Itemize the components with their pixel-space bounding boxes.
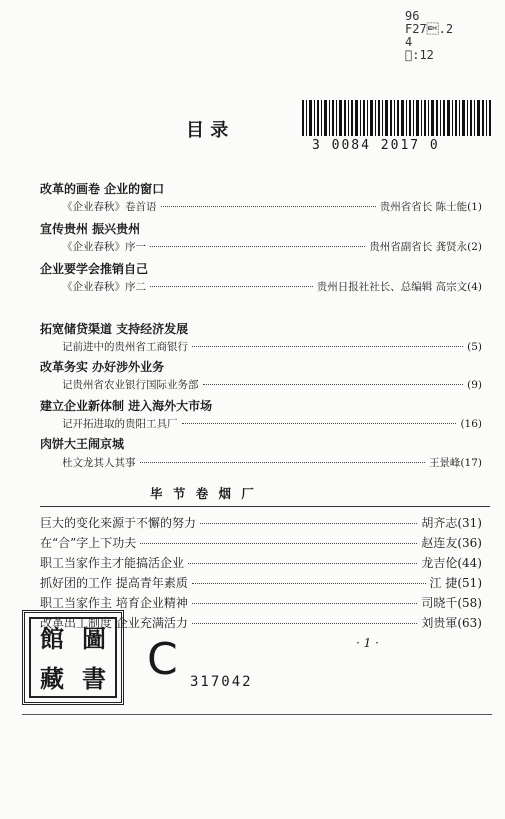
section-title: 毕 节 卷 烟 厂 (150, 486, 257, 501)
call-number-line3: 4 (405, 35, 413, 49)
dot-leader (150, 246, 365, 247)
dot-leader (182, 423, 457, 424)
toc-subline (62, 279, 482, 294)
toc-entry-author: 司晓千(58) (421, 596, 482, 610)
toc-subline (62, 199, 482, 214)
stamp-char: 書 (82, 664, 106, 693)
toc-subline (62, 455, 482, 470)
dot-leader (192, 623, 418, 624)
library-stamp (22, 610, 124, 705)
toc-heading: 企业要学会推销自己 (40, 262, 149, 276)
dot-leader (140, 543, 417, 544)
stamp-char: 館 (40, 624, 64, 653)
dot-leader (192, 603, 418, 604)
toc-entry (40, 574, 482, 591)
toc-sub-text: 《企业春秋》卷首语 (62, 201, 157, 213)
toc-heading: 改革的画卷 企业的窗口 (40, 182, 165, 196)
dot-leader (203, 384, 464, 385)
toc-heading: 拓宽储贷渠道 支持经济发展 (40, 322, 189, 336)
dot-leader (150, 286, 313, 287)
toc-subline (62, 339, 482, 354)
toc-author: 贵州省省长 陈士能(1) (379, 201, 482, 213)
toc-entry-author: 江 捷(51) (429, 576, 482, 590)
dot-leader (161, 206, 376, 207)
toc-sub-text: 《企业春秋》序一 (62, 241, 146, 253)
toc-entry-author: 龙吉伦(44) (421, 556, 482, 570)
toc-sub-text: 记贵州省农业银行国际业务部 (62, 379, 199, 391)
page-number: · 1 · (356, 636, 379, 650)
toc-sub-text: 杜文龙其人其事 (62, 457, 136, 469)
bottom-divider (22, 714, 492, 715)
toc-page: (16) (460, 418, 482, 430)
toc-entry-title: 在“合”字上下功夫 (40, 536, 137, 550)
toc-subline (62, 416, 482, 431)
toc-entry-author: 赵连友(36) (421, 536, 482, 550)
barcode-number: 3 0084 2017 0 (312, 138, 440, 153)
accession-number: 317042 (190, 674, 253, 690)
toc-entry (40, 594, 482, 611)
toc-heading: 改革务实 办好涉外业务 (40, 360, 165, 374)
page-title: 目 录 (186, 120, 229, 141)
toc-entry-title: 职工当家作主才能搞活企业 (40, 556, 185, 570)
toc-entry-title: 职工当家作主 培育企业精神 (40, 596, 188, 610)
dot-leader (140, 462, 425, 463)
toc-heading: 宣传贵州 振兴贵州 (40, 222, 141, 236)
toc-page: (5) (467, 341, 482, 353)
dot-leader (188, 563, 417, 564)
call-number-line2: F27.2 (405, 22, 454, 36)
barcode (302, 100, 492, 142)
toc-heading: 肉饼大王闹京城 (40, 437, 125, 451)
dot-leader (192, 346, 463, 347)
stamp-char: 藏 (40, 664, 64, 693)
toc-heading: 建立企业新体制 进入海外大市场 (40, 399, 213, 413)
toc-subline (62, 377, 482, 392)
toc-author: 贵州日报社社长、总编辑 高宗文(4) (316, 281, 482, 293)
toc-entry-title: 改革出工制度 企业充满活力 (40, 616, 188, 630)
toc-page: 王景峰(17) (428, 457, 482, 469)
stamp-char: 圖 (82, 624, 106, 653)
toc-entry (40, 534, 482, 551)
toc-entry-title: 抓好团的工作 提高青年素质 (40, 576, 188, 590)
toc-sub-text: 记前进中的贵州省工商银行 (62, 341, 188, 353)
call-number (405, 10, 475, 62)
dot-leader (200, 523, 417, 524)
divider (40, 506, 490, 507)
toc-sub-text: 《企业春秋》序二 (62, 281, 146, 293)
toc-author: 贵州省副省长 龚贤永(2) (369, 241, 482, 253)
toc-entry (40, 514, 482, 531)
toc-subline (62, 239, 482, 254)
toc-entry-author: 胡齐志(31) (421, 516, 482, 530)
dot-leader (192, 583, 426, 584)
toc-entry-title: 巨大的变化来源于不懈的努力 (40, 516, 197, 530)
toc-sub-text: 记开拓进取的贵阳工具厂 (62, 418, 178, 430)
toc-entry-author: 刘贵軍(63) (421, 616, 482, 630)
call-number-line4:  :12 (405, 48, 434, 62)
collection-letter: C (147, 634, 178, 685)
toc-entry (40, 554, 482, 571)
call-number-line1: 96 (405, 9, 420, 23)
toc-page: (9) (467, 379, 482, 391)
